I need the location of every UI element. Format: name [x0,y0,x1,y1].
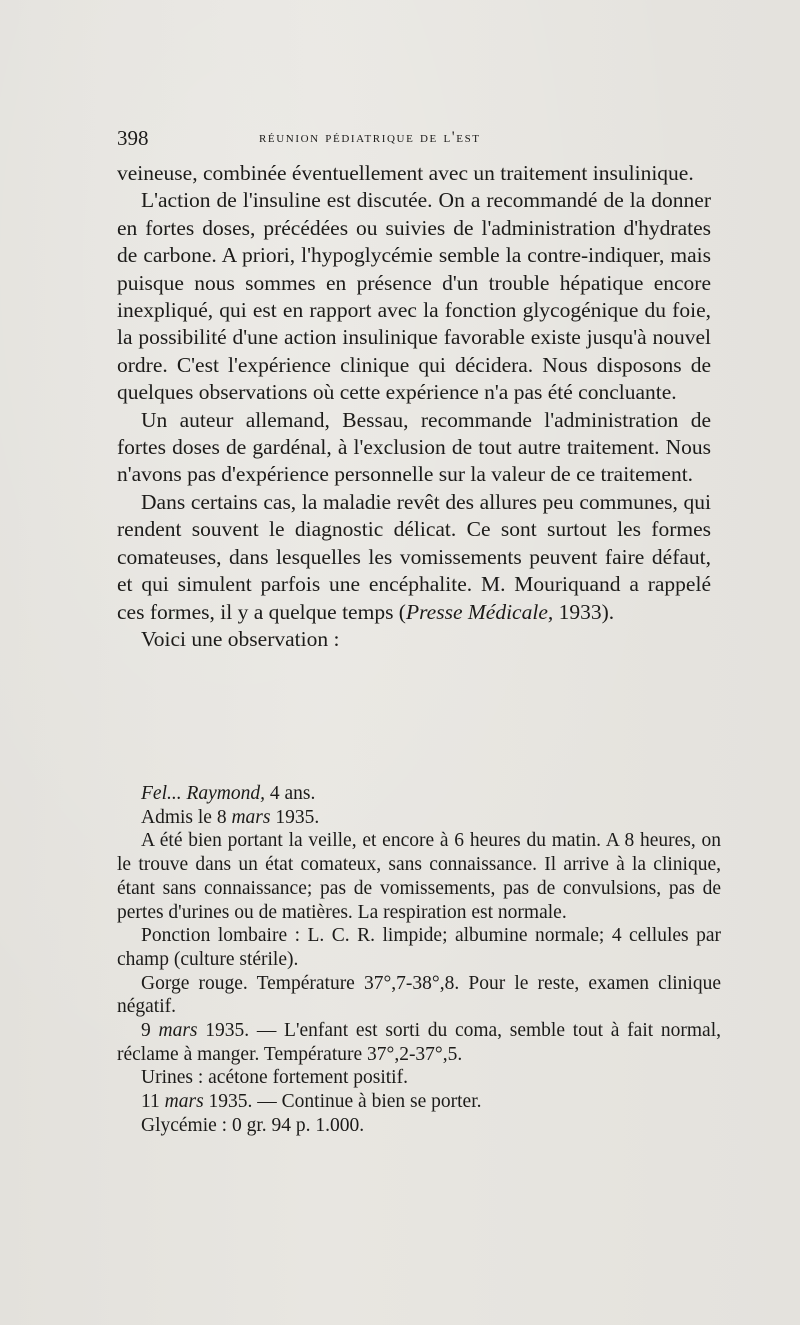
citation-source: Presse Médicale, [405,599,554,624]
paragraph-5: Voici une observation : [141,626,340,651]
paragraph-1: veineuse, combinée éventuellement avec un traitement insulinique. [117,161,694,185]
observation-throat: Gorge rouge. Température 37°,7-38°,8. Pour le reste, examen clinique négatif. [117,972,721,1018]
march-11-month: mars [164,1091,204,1113]
admission-month: mars [231,806,271,828]
admission-prefix: Admis le 8 [141,806,232,828]
patient-age: 4 ans. [265,783,316,804]
admission-year: 1935. [270,806,320,828]
observation-glycemia: Glycémie : 0 gr. 94 p. 1.000. [141,1114,365,1136]
march-9-text: 1935. — L'enfant est sorti du coma, semble tout à fait normal, réclame à manger. Température 37°,2-37°,5. [117,1020,721,1065]
observation-block [117,782,721,1138]
observation-urine: Urines : acétone fortement positif. [141,1067,408,1089]
running-title: réunion pédiatrique de l'est [259,129,481,146]
paragraph-3: Un auteur allemand, Bessau, recommande l'administration de fortes doses de gardénal, à l'exclusion de tout autre traitement. Nous n'avons pas d'expérience personnelle sur la valeur de ce traitement. [117,407,711,487]
running-head [117,126,717,152]
observation-history: A été bien portant la veille, et encore à 6 heures du matin. A 8 heures, on le trouve dans un état comateux, sans connaissance. Il arrive à la clinique, étant sans connaissance; pas de vomissements, pas de convulsions, pas de pertes d'urines ou de matières. La respiration est normale. [117,830,721,923]
march-9-month: mars [158,1020,198,1042]
march-9-day: 9 [141,1020,159,1042]
citation-year: 1933). [553,599,615,624]
page-number: 398 [117,126,149,150]
observation-lumbar: Ponction lombaire : L. C. R. limpide; albumine normale; 4 cellules par champ (culture stérile). [117,925,721,970]
paragraph-4 [117,489,711,626]
paragraph-2: L'action de l'insuline est discutée. On a recommandé de la donner en fortes doses, précédées ou suivies de l'administration d'hydrates de carbone. A priori, l'hypoglycémie semble la contre-indiquer, mais puisque nous sommes en présence d'un trouble hépatique encore inexpliqué, qui est en rapport avec la fonction glycogénique du foie, la possibilité d'une action insulinique favorable existe jusqu'à nouvel ordre. C'est l'expérience clinique qui décidera. Nous disposons de quelques observations où cette expérience n'a pas été concluante. [117,188,711,405]
patient-name: Fel... Raymond, [141,783,266,804]
march-11-day: 11 [141,1091,165,1113]
observation-march-11 [117,1090,721,1114]
patient-line [117,782,721,806]
observation-march-9 [117,1019,721,1066]
paragraph-4-main: Dans certains cas, la maladie revêt des allures peu communes, qui rendent souvent le diagnostic délicat. Ce sont surtout les formes comateuses, dans lesquelles les vomissements peuvent faire défaut, et qui simulent parfois une encéphalite. M. Mouriquand a rappelé ces formes, il y a quelque temps ( [117,489,711,624]
admission-line [117,806,721,830]
main-text [117,160,711,653]
march-11-text: 1935. — Continue à bien se porter. [203,1091,482,1113]
